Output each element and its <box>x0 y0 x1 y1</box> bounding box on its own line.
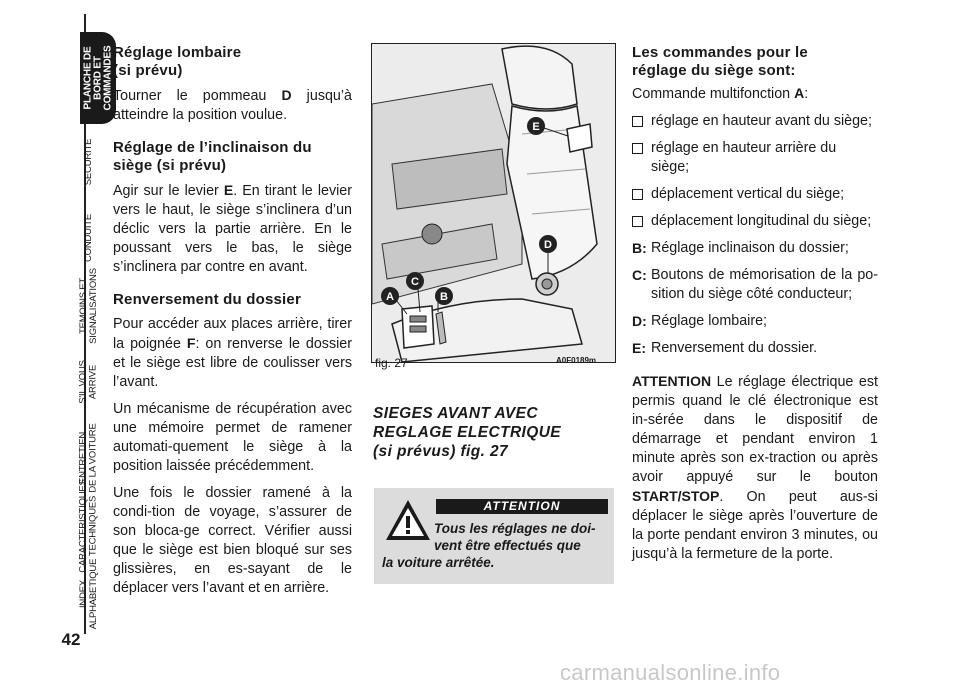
heading-renversement: Renversement du dossier <box>113 291 301 308</box>
heading-line: Réglage de l’inclinaison du <box>113 139 312 156</box>
attention-line: vent être effectués que <box>434 538 581 553</box>
text: Commande multifonction <box>632 86 795 102</box>
tab-planche-de-bord[interactable] <box>80 32 116 124</box>
page-number: 42 <box>61 630 81 649</box>
checkbox-bullet-icon <box>632 216 643 227</box>
heading-line: siège (si prévu) <box>113 157 227 174</box>
list-item <box>632 112 878 131</box>
tab-label: PLANCHE DE BORD ET COMMANDES <box>82 45 113 111</box>
def-key: C: <box>632 267 647 283</box>
checkbox-bullet-icon <box>632 143 643 154</box>
attention-text <box>382 520 608 571</box>
def-text: Réglage inclinaison du dossier; <box>651 240 849 256</box>
tab-label: CARACTERISTIQUES TECHNIQUES <box>78 479 99 573</box>
tab-label: TEMOINS ET SIGNALISATIONS <box>78 268 99 344</box>
column-left <box>113 44 352 606</box>
paragraph-inclinaison <box>113 181 352 277</box>
title-line: (si prévus) fig. 27 <box>373 443 509 460</box>
text: : <box>804 86 809 102</box>
intro-multifonction <box>632 84 878 104</box>
seat-drawing <box>372 44 615 362</box>
figure-caption: fig. 27 <box>375 356 408 370</box>
seat-illustration <box>371 43 616 363</box>
tab-label: CONDUITE <box>82 213 94 263</box>
heading-inclinaison <box>113 139 352 175</box>
callout-C: C <box>411 276 419 288</box>
checkbox-bullet-icon <box>632 116 643 127</box>
def-B <box>632 239 878 258</box>
key-label: START/STOP <box>632 488 720 504</box>
tab-label: INDEX ALPHABETIQUE <box>78 558 99 630</box>
text: Pour accéder aux places arrière, tirer la poignée <box>113 316 352 352</box>
title-line: REGLAGE ELECTRIQUE <box>373 424 562 441</box>
attention-box <box>374 488 614 584</box>
def-key: B: <box>632 240 647 256</box>
def-text: Boutons de mémorisation de la po-sition du siège côté conducteur; <box>651 267 878 302</box>
item-text: réglage en hauteur avant du siège; <box>651 113 872 129</box>
heading-lombaire <box>113 44 352 80</box>
figure-code: A0F0189m <box>556 356 597 365</box>
tab-label: S'IL VOUS ARRIVE <box>77 360 99 404</box>
list-item <box>632 139 878 177</box>
attention-line: la voiture arrêtée. <box>382 555 495 570</box>
section-title-sieges <box>373 404 613 461</box>
paragraph-retour: Une fois le dossier ramené à la condi-tion de voyage, s’assurer de son bloca-ge correct. Vérifier aussi que le siège est bien bloqué sur ses glissières, en es-sayant de le déplacer vers l’avant et en arrière. <box>113 485 352 596</box>
def-D <box>632 312 878 331</box>
key-label: D <box>281 87 292 103</box>
def-text: Réglage lombaire; <box>651 313 768 329</box>
paragraph-renversement <box>113 315 352 392</box>
attention-label: ATTENTION <box>436 499 608 514</box>
item-text: réglage en hauteur arrière du siège; <box>651 140 837 175</box>
chapter-tabs <box>36 14 113 656</box>
callout-B: B <box>440 291 448 303</box>
callout-D: D <box>544 239 552 251</box>
watermark: carmanualsonline.info <box>560 660 781 685</box>
def-E <box>632 339 878 358</box>
item-text: déplacement vertical du siège; <box>651 186 845 202</box>
column-right <box>632 44 878 572</box>
paragraph-attention <box>632 372 878 564</box>
key-label: E <box>223 182 234 198</box>
paragraph-lombaire <box>113 86 352 125</box>
callout-E: E <box>532 121 540 133</box>
text: Tourner le pommeau <box>113 88 282 104</box>
text: jusqu’à atteindre la position voulue. <box>113 88 352 123</box>
heading-line: (si prévu) <box>113 62 183 79</box>
heading-line: Réglage lombaire <box>113 44 242 61</box>
checkbox-bullet-icon <box>632 189 643 200</box>
list-item <box>632 212 878 231</box>
title-line: SIEGES AVANT AVEC <box>373 405 538 422</box>
commands-list <box>632 112 878 231</box>
tab-label: ENTRETIEN DE LA VOITURE <box>78 423 100 493</box>
def-C <box>632 266 878 304</box>
attention-keyword: ATTENTION <box>632 373 712 389</box>
text: . En tirant le levier vers le haut, le siège s’inclinera d’un déclic vers la partie arrière. En le poussant vers le bas, le siège s’inclinera par contre en avant. <box>113 183 352 275</box>
tab-label: SECURITE <box>83 138 94 186</box>
text: Le réglage électrique est permis quand le clé électronique est in-sérée dans le dispositif de démarrage et pendant environ 1 minute après son ex-traction ou après avoir appuyé sur le bouton <box>632 374 878 485</box>
def-text: Renversement du dossier. <box>651 340 818 356</box>
def-key: D: <box>632 313 647 329</box>
text: . On peut aus-si déplacer le siège après l’ouverture de la porte pendant environ 3 minutes, ou jusqu’à la fermeture de la porte. <box>632 489 878 562</box>
text: Agir sur le levier <box>113 183 224 199</box>
heading-line: réglage du siège sont: <box>632 62 796 79</box>
paragraph-memoire: Un mécanisme de récupération avec une mémoire permet de ramener automati-quement le siège à la position laissée précédemment. <box>113 401 352 474</box>
key-label: F <box>186 335 196 351</box>
heading-line: Les commandes pour le <box>632 44 808 61</box>
list-item <box>632 185 878 204</box>
attention-line: Tous les réglages ne doi- <box>434 521 596 536</box>
key-label: A <box>794 85 805 101</box>
def-key: E: <box>632 340 646 356</box>
heading-commandes <box>632 44 878 80</box>
text: : on renverse le dossier et le siège est libre de coulisser vers l’avant. <box>113 336 352 390</box>
item-text: déplacement longitudinal du siège; <box>651 213 872 229</box>
callout-A: A <box>386 291 394 303</box>
